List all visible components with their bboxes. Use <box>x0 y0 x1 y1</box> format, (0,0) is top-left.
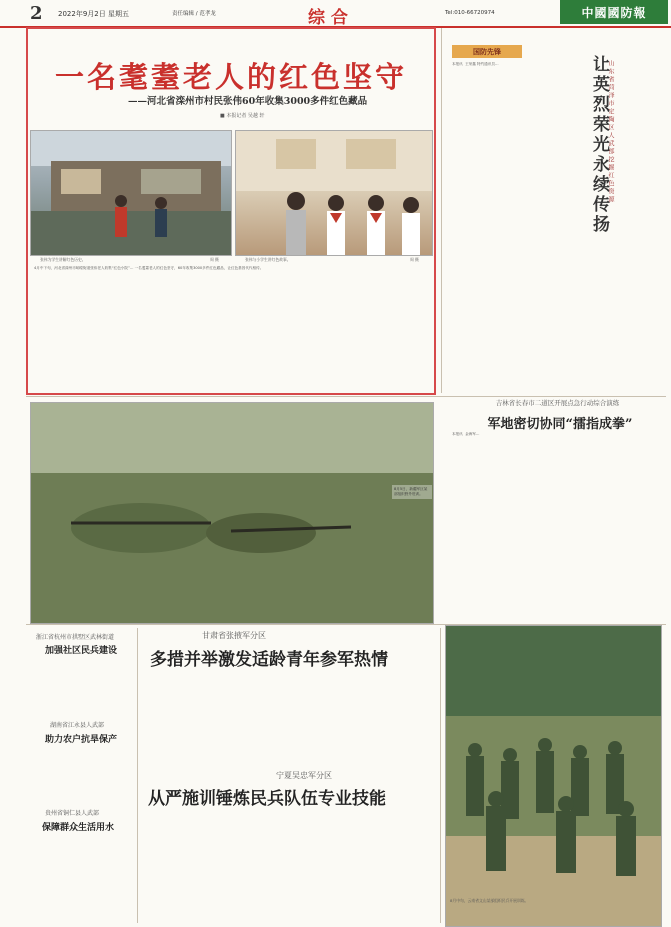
brief3-body <box>32 834 132 920</box>
militia-in-formation-icon <box>446 626 661 926</box>
sniper-training-photo <box>30 402 434 624</box>
elder-with-students-icon <box>236 131 432 255</box>
feature-tag: 国防先锋 <box>452 45 522 58</box>
feature-body: 本报讯 王荣鑫 特约通讯员… <box>452 62 499 66</box>
jilin-headline: 军地密切协同“擂指成拳” <box>487 417 633 432</box>
soldiers-in-grass-icon <box>31 403 433 623</box>
gansu-body <box>145 672 437 764</box>
brief1-title: 加强社区民兵建设 <box>45 646 118 656</box>
ningxia-kicker: 宁夏吴忠军分区 <box>276 771 332 780</box>
ningxia-body <box>145 810 437 922</box>
brief1-kicker: 浙江省杭州市拱墅区武林街道 <box>36 634 115 641</box>
feature-vertical-subheadline: 山东省菏泽市定陶区人武部挖掘红色资源 <box>607 60 614 204</box>
ningxia-headline: 从严施训锤炼民兵队伍专业技能 <box>148 789 386 809</box>
photo1-caption: 张伟为学生讲解红色历史。 <box>40 257 86 262</box>
militia-photo-caption: 8月中旬，云南省文山某部组织民兵开展训练。 <box>450 898 529 903</box>
lead-photo-1 <box>30 130 232 256</box>
brief3-kicker: 贵州省铜仁县人武部 <box>45 810 100 817</box>
photo2-credit: 周 摄 <box>410 257 419 262</box>
gansu-headline: 多措并举激发适龄青年参军热情 <box>150 650 388 670</box>
lead-subheadline: ——河北省滦州市村民张伟60年收集3000多件红色藏品 <box>128 96 368 107</box>
brief3-title: 保障群众生活用水 <box>42 823 115 833</box>
photo1-credit: 周 摄 <box>210 257 219 262</box>
brief2-kicker: 湖南省江永县人武部 <box>50 722 105 729</box>
column-divider <box>137 628 138 923</box>
brief2-body <box>32 746 132 802</box>
brief2-title: 助力农户抗旱保产 <box>45 735 118 745</box>
editor-credit: 责任编辑 / 范孝龙 <box>172 11 216 17</box>
feature-vertical-headline: 让英烈荣光永续传扬 <box>589 55 609 235</box>
lead-byline: ■ 本报记者 吴越 轩 <box>220 113 265 119</box>
column-divider <box>441 28 442 393</box>
lead-headline: 一名耄耋老人的红色坚守 <box>54 60 407 94</box>
telephone: Tel:010-66720974 <box>445 10 495 16</box>
gansu-kicker: 甘肃省张掖军分区 <box>202 631 266 640</box>
lead-photo-2 <box>235 130 433 256</box>
people-in-courtyard-icon <box>31 131 231 255</box>
brief1-body <box>32 656 132 714</box>
militia-training-photo <box>445 625 662 927</box>
jilin-kicker: 吉林省长春市二道区开展点急行动综合演练 <box>495 399 620 407</box>
photo2-caption: 张伟与小学生讲红色故事。 <box>245 257 291 262</box>
page-number: 2 <box>30 3 43 24</box>
issue-date: 2022年9月2日 星期五 <box>58 10 129 18</box>
section-divider <box>26 396 666 397</box>
column-divider <box>440 628 441 923</box>
lead-body: 4月中下旬，河北省滦州市响嘡街道张伟老人收集“红色小院”… 一名耄耋老人的红色坚守，60年收集3000多件红色藏品，让红色基因代代相传。 <box>34 266 264 270</box>
newspaper-logo: 中國國防報 <box>560 0 668 24</box>
jilin-body: 本报讯 金海军… <box>452 432 480 436</box>
sniper-photo-caption: 8月5日，新疆军区某部组织野外驻训。 <box>392 485 432 499</box>
section-title: 综 合 <box>308 8 348 28</box>
